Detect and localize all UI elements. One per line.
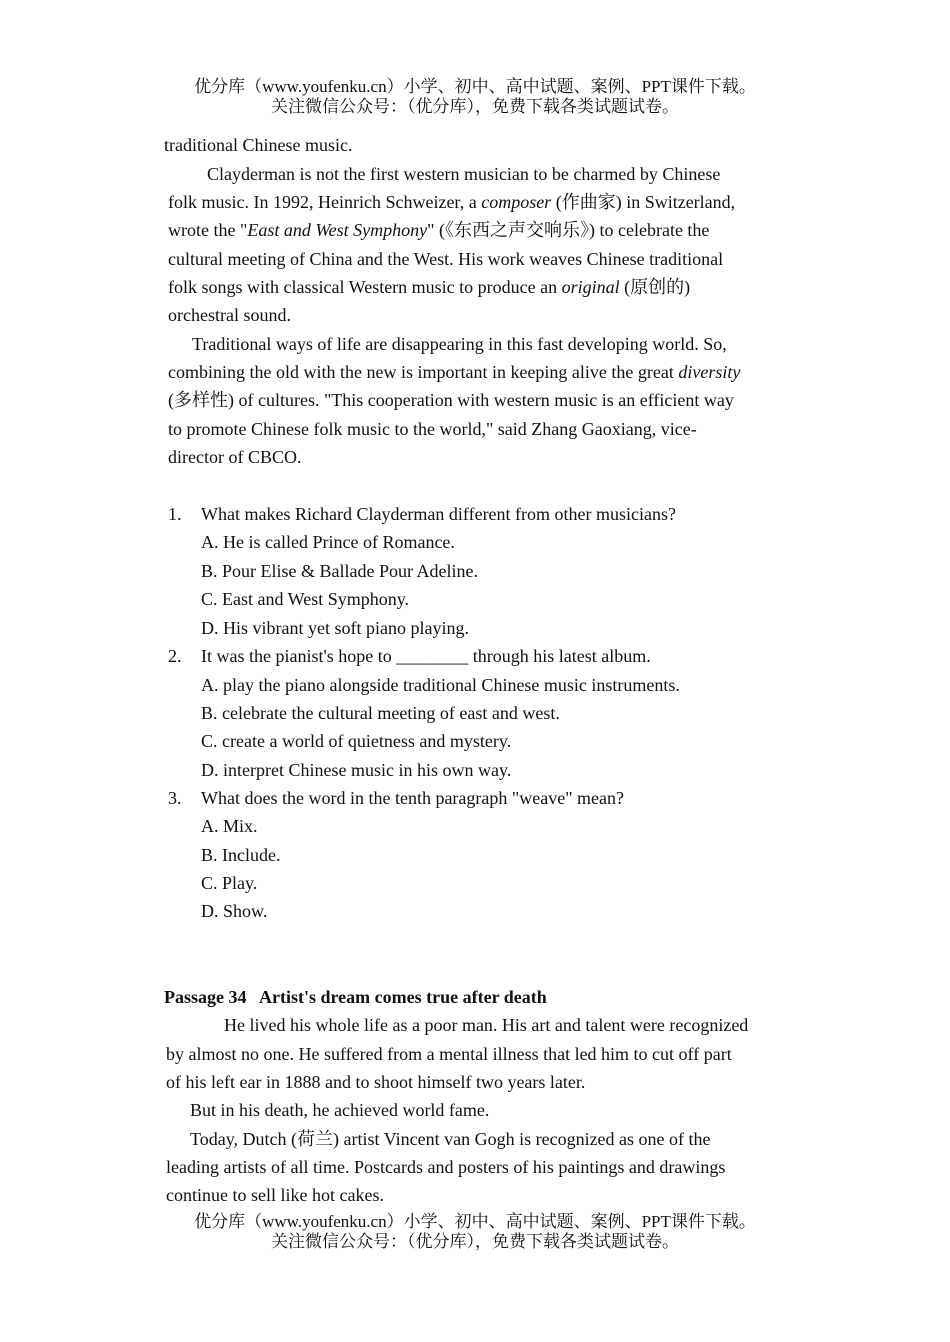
option-c: C. Play. — [201, 873, 258, 893]
option-b: B. Include. — [201, 845, 281, 865]
paragraph-line: of his left ear in 1888 and to shoot himself two years later. — [166, 1072, 586, 1092]
question-number: 3. — [168, 788, 182, 808]
paragraph-line: Today, Dutch (荷兰) artist Vincent van Gogh is recognized as one of the — [190, 1129, 711, 1149]
text-run: (原创的) — [619, 277, 691, 297]
paragraph-line: But in his death, he achieved world fame. — [190, 1100, 490, 1120]
text-run: (作曲家) in Switzerland, — [551, 192, 736, 212]
header-line-1: 优分库（www.youfenku.cn）小学、初中、高中试题、案例、PPT课件下载。 — [194, 77, 756, 96]
paragraph-line: (多样性) of cultures. "This cooperation with western music is an efficient way — [168, 390, 734, 410]
text-run: folk songs with classical Western music to produce an — [168, 277, 562, 297]
paragraph-line: Traditional ways of life are disappearing in this fast developing world. So, — [192, 334, 727, 354]
header-line-2: 关注微信公众号：（优分库），免费下载各类试题试卷。 — [271, 97, 679, 116]
question-text: What does the word in the tenth paragraph "weave" mean? — [201, 788, 625, 808]
passage-title-text: Passage 34 Artist's dream comes true after death — [164, 987, 547, 1007]
paragraph-line — [168, 273, 690, 301]
option-b: B. celebrate the cultural meeting of east and west. — [201, 703, 560, 723]
paragraph-line: director of CBCO. — [168, 447, 302, 467]
option-d: D. His vibrant yet soft piano playing. — [201, 618, 469, 638]
paragraph-line: Clayderman is not the first western musician to be charmed by Chinese — [207, 164, 721, 184]
paragraph-line: leading artists of all time. Postcards and posters of his paintings and drawings — [166, 1157, 726, 1177]
paragraph-line — [168, 188, 735, 216]
paragraph-line — [168, 358, 740, 386]
italic-term: diversity — [678, 362, 741, 382]
option-c: C. create a world of quietness and mystery. — [201, 731, 512, 751]
paragraph-line: traditional Chinese music. — [164, 135, 353, 155]
paragraph-line: to promote Chinese folk music to the world," said Zhang Gaoxiang, vice- — [168, 419, 697, 439]
text-run: combining the old with the new is important in keeping alive the great — [168, 362, 679, 382]
footer-line-2: 关注微信公众号：（优分库），免费下载各类试题试卷。 — [271, 1232, 679, 1251]
text-run: " (《东西之声交响乐》) to celebrate the — [427, 220, 710, 240]
question-number: 2. — [168, 646, 182, 666]
option-c: C. East and West Symphony. — [201, 589, 410, 609]
paragraph-line — [168, 216, 709, 244]
paragraph-line: orchestral sound. — [168, 305, 291, 325]
question-text: It was the pianist's hope to ________ through his latest album. — [201, 646, 651, 666]
option-d: D. Show. — [201, 901, 268, 921]
question-number: 1. — [168, 504, 182, 524]
text-run: wrote the " — [168, 220, 248, 240]
paragraph-line: continue to sell like hot cakes. — [166, 1185, 384, 1205]
italic-term: East and West Symphony — [247, 220, 428, 240]
italic-term: composer — [481, 192, 552, 212]
italic-term: original — [561, 277, 620, 297]
page-header — [0, 77, 950, 117]
option-d: D. interpret Chinese music in his own way. — [201, 760, 512, 780]
footer-line-1: 优分库（www.youfenku.cn）小学、初中、高中试题、案例、PPT课件下载。 — [194, 1212, 756, 1231]
option-b: B. Pour Elise & Ballade Pour Adeline. — [201, 561, 478, 581]
paragraph-line: He lived his whole life as a poor man. His art and talent were recognized — [224, 1015, 749, 1035]
page-footer — [0, 1212, 950, 1252]
option-a: A. He is called Prince of Romance. — [201, 532, 455, 552]
paragraph-line: cultural meeting of China and the West. His work weaves Chinese traditional — [168, 249, 724, 269]
option-a: A. play the piano alongside traditional Chinese music instruments. — [201, 675, 680, 695]
option-a: A. Mix. — [201, 816, 258, 836]
paragraph-line: by almost no one. He suffered from a mental illness that led him to cut off part — [166, 1044, 732, 1064]
question-text: What makes Richard Clayderman different from other musicians? — [201, 504, 677, 524]
passage-title — [164, 983, 547, 1011]
text-run: folk music. In 1992, Heinrich Schweizer, a — [168, 192, 482, 212]
